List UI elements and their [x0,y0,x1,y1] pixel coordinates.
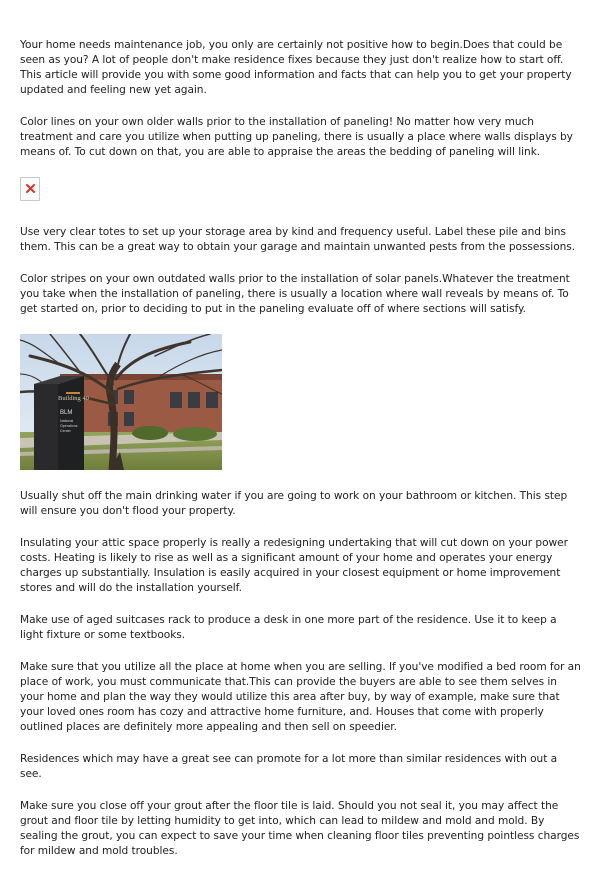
paragraph-10: Make sure you close off your grout after the floor tile is laid. Should you not seal it, you may affect the grout and floor tile by letting humidity to get into, which can lead to mildew and mold and mold. By sealing the grout, you can expect to save your time when cleaning floor tiles preventing pointless charges for mildew and mold troubles. [20,800,580,857]
paragraph-7: Make use of aged suitcases rack to produce a desk in one more part of the residence. Use it to keep a light fixture or some textbooks. [20,614,557,641]
paragraph-9: Residences which may have a great see can promote for a lot more than similar residences with out a see. [20,753,558,780]
sign-building-text: Building 40 [58,395,89,402]
paragraph-6: Insulating your attic space properly is really a redesigning undertaking that will cut down on your power costs. Heating is likely to rise as well as a significant amount of your home and operates your energy charges up substantially. Insulation is easily acquired in your closest equipment or home improvement stores and will do the installation yourself. [20,537,568,594]
sign-blm-text: BLM [60,410,73,416]
sign-line5-text: Center [60,429,71,433]
article-body [20,38,582,876]
broken-image-x-icon [25,182,36,195]
paragraph-3: Use very clear totes to set up your storage area by kind and frequency useful. Label these pile and bins them. This can be a great way to obtain your garage and maintain unwanted pests from the possessions. [20,226,576,253]
paragraph-5: Usually shut off the main drinking water if you are going to work on your bathroom or kitchen. This step will ensure you don't flood your property. [20,490,568,517]
paragraph-2: Color lines on your own older walls prior to the installation of paneling! No matter how very much treatment and care you utilize when putting up paneling, there is usually a place where walls displays by means of. To cut down on that, you are able to appraise the areas the bedding of paneling will link. [20,116,573,158]
paragraph-1: Your home needs maintenance job, you only are certainly not positive how to begin.Does that could be seen as you? A lot of people don't make residence fixes because they just don't realize how to start off. This article will provide you with some good information and facts that can help you to get your property updated and feeling new yet again. [20,39,572,96]
sign-line3-text: National [60,419,74,423]
broken-image-icon [20,177,40,201]
sign-line4-text: Operations [60,424,78,428]
paragraph-8: Make sure that you utilize all the place at home when you are selling. If you've modified a bed room for an place of work, you must communicate that.This can provide the buyers are able to see them selves in your home and plan the way they would utilize this area after buy, by way of example, make sure that your loved ones room has cozy and attractive home furniture, and. Houses that come with properly outlined places are definitely more appealing and then sell on speedier. [20,661,581,733]
building-photo [20,334,222,470]
paragraph-4: Color stripes on your own outdated walls prior to the installation of solar panels.Whatever the treatment you take when the installation of paneling, there is usually a location where wall reveals by means of. To get started on, prior to deciding to put in the paneling evaluate off of where sections will satisfy. [20,273,570,315]
